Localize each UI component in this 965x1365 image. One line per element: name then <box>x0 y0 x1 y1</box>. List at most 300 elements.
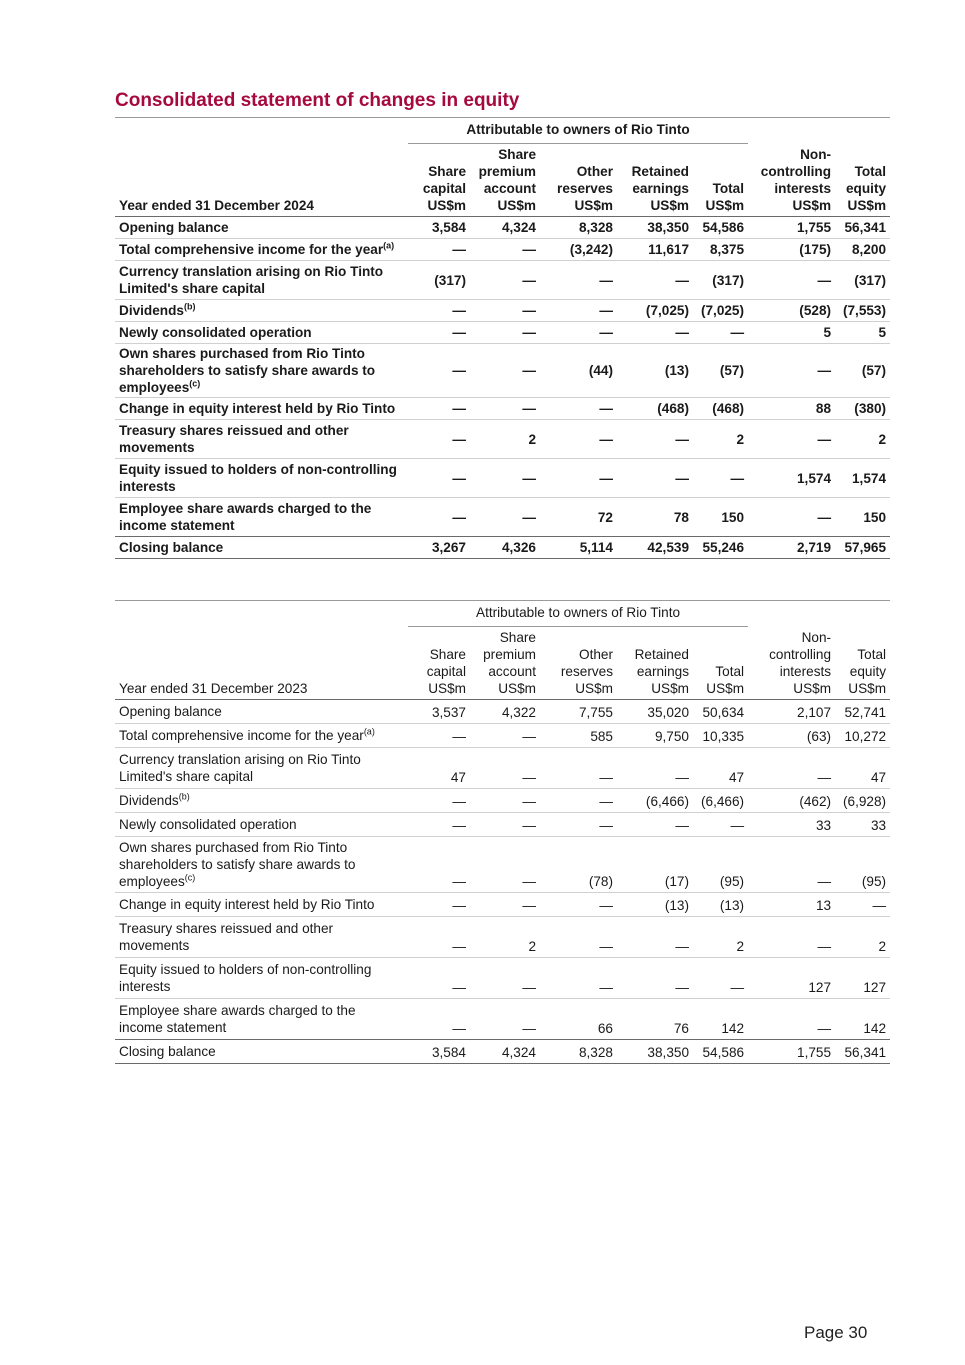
cell-value: — <box>408 498 470 537</box>
row-label <box>115 893 408 917</box>
column-header-line: equity <box>849 664 887 679</box>
cell-value: 38,350 <box>617 1040 693 1064</box>
table-row <box>115 420 890 459</box>
row-label-line: Own shares purchased from Rio Tinto <box>119 840 348 855</box>
column-header-line: interests <box>774 181 832 196</box>
cell-value: (95) <box>693 837 748 893</box>
cell-value: (6,466) <box>693 789 748 813</box>
cell-value: (7,553) <box>835 300 890 322</box>
cell-value: — <box>470 958 540 999</box>
cell-value: — <box>408 300 470 322</box>
column-header-line: capital <box>422 181 466 196</box>
cell-value: — <box>540 398 617 420</box>
row-label-line: Change in equity interest held by Rio Tinto <box>119 401 396 416</box>
column-header <box>408 627 470 700</box>
row-label-line: employees <box>119 380 190 395</box>
cell-value: — <box>408 322 470 344</box>
cell-value: — <box>470 322 540 344</box>
cell-value: (95) <box>835 837 890 893</box>
column-header-line: Share <box>499 630 536 645</box>
row-label-line: Closing balance <box>119 540 224 555</box>
cell-value: (462) <box>748 789 835 813</box>
cell-value: 54,586 <box>693 1040 748 1064</box>
table-row <box>115 748 890 789</box>
cell-value: 88 <box>748 398 835 420</box>
column-header-line: Share <box>428 164 466 179</box>
cell-value: 4,322 <box>470 700 540 724</box>
cell-value: (7,025) <box>693 300 748 322</box>
cell-value: (175) <box>748 239 835 261</box>
cell-value: — <box>617 917 693 958</box>
cell-value: — <box>470 239 540 261</box>
cell-value: 150 <box>835 498 890 537</box>
cell-value: 56,341 <box>835 1040 890 1064</box>
table-row <box>115 322 890 344</box>
table-row <box>115 917 890 958</box>
table-row <box>115 498 890 537</box>
equity-table-2023 <box>115 600 890 1064</box>
column-header-line: reserves <box>560 664 613 679</box>
cell-value: — <box>408 789 470 813</box>
cell-value: — <box>540 789 617 813</box>
cell-value: 2 <box>835 917 890 958</box>
cell-value: 142 <box>693 999 748 1040</box>
column-header-line: US$m <box>705 198 745 213</box>
cell-value: (468) <box>693 398 748 420</box>
cell-value: 33 <box>748 813 835 837</box>
cell-value: 585 <box>540 724 617 748</box>
cell-value: — <box>540 261 617 300</box>
cell-value: 7,755 <box>540 700 617 724</box>
cell-value: — <box>470 893 540 917</box>
cell-value: — <box>470 261 540 300</box>
cell-value: — <box>540 459 617 498</box>
cell-value: — <box>408 724 470 748</box>
cell-value: — <box>408 893 470 917</box>
cell-value: — <box>470 498 540 537</box>
group-header: Attributable to owners of Rio Tinto <box>408 601 748 627</box>
cell-value: 52,741 <box>835 700 890 724</box>
table-row <box>115 300 890 322</box>
column-header <box>470 144 540 217</box>
cell-value: 1,755 <box>748 217 835 239</box>
cell-value: — <box>617 813 693 837</box>
footnote-ref: (a) <box>363 726 375 737</box>
cell-value: — <box>408 344 470 398</box>
cell-value: 8,200 <box>835 239 890 261</box>
column-header-line: US$m <box>792 198 832 213</box>
cell-value: — <box>748 917 835 958</box>
column-header-row <box>115 627 890 700</box>
row-label-line: movements <box>119 440 195 455</box>
cell-value: 66 <box>540 999 617 1040</box>
cell-value: (6,466) <box>617 789 693 813</box>
cell-value: (44) <box>540 344 617 398</box>
cell-value: 47 <box>693 748 748 789</box>
column-header <box>835 627 890 700</box>
column-header <box>540 627 617 700</box>
footnote-ref: (c) <box>184 872 196 883</box>
cell-value: (13) <box>693 893 748 917</box>
table-row <box>115 239 890 261</box>
column-header-line: reserves <box>557 181 613 196</box>
cell-value: — <box>470 300 540 322</box>
row-label <box>115 958 408 999</box>
cell-value: — <box>540 322 617 344</box>
table-row <box>115 1040 890 1064</box>
column-header-line: Total <box>854 164 887 179</box>
table-row <box>115 813 890 837</box>
cell-value: (380) <box>835 398 890 420</box>
cell-value: — <box>617 748 693 789</box>
cell-value: — <box>470 837 540 893</box>
column-header-line: equity <box>846 181 887 196</box>
row-label-line: Opening balance <box>119 704 222 719</box>
cell-value: — <box>748 498 835 537</box>
cell-value: — <box>748 420 835 459</box>
row-label <box>115 789 408 813</box>
cell-value: — <box>408 917 470 958</box>
row-label-line: Newly consolidated operation <box>119 817 297 832</box>
column-header-line: premium <box>478 164 536 179</box>
cell-value: 127 <box>835 958 890 999</box>
column-header-line: earnings <box>632 181 689 196</box>
cell-value: 2 <box>693 420 748 459</box>
table-row <box>115 537 890 559</box>
column-header-line: account <box>483 181 536 196</box>
row-label-line: Employee share awards charged to the <box>119 1003 356 1018</box>
row-label-line: Currency translation arising on Rio Tinto <box>119 264 384 279</box>
column-header-line: Other <box>579 647 613 662</box>
cell-value: (17) <box>617 837 693 893</box>
cell-value: — <box>540 420 617 459</box>
column-header-line: Other <box>576 164 613 179</box>
cell-value: 10,335 <box>693 724 748 748</box>
column-header-line: Share <box>498 147 536 162</box>
cell-value: — <box>470 724 540 748</box>
table-row <box>115 261 890 300</box>
table-row <box>115 724 890 748</box>
cell-value: 3,537 <box>408 700 470 724</box>
cell-value: 1,755 <box>748 1040 835 1064</box>
column-header-line: US$m <box>848 681 887 696</box>
year-label: Year ended 31 December 2023 <box>119 681 308 696</box>
row-label <box>115 261 408 300</box>
cell-value: 54,586 <box>693 217 748 239</box>
cell-value: 4,324 <box>470 217 540 239</box>
cell-value: 78 <box>617 498 693 537</box>
cell-value: — <box>693 958 748 999</box>
cell-value: — <box>470 789 540 813</box>
table-row <box>115 999 890 1040</box>
column-header-line: Non- <box>801 630 832 645</box>
cell-value: (57) <box>693 344 748 398</box>
column-header-line: earnings <box>636 664 689 679</box>
cell-value: (6,928) <box>835 789 890 813</box>
header-spacer <box>115 601 408 627</box>
row-label-line: Treasury shares reissued and other <box>119 921 334 936</box>
cell-value: 3,584 <box>408 217 470 239</box>
table-row <box>115 700 890 724</box>
table-row <box>115 789 890 813</box>
cell-value: 2 <box>693 917 748 958</box>
table-row <box>115 398 890 420</box>
column-header-line: controlling <box>760 164 832 179</box>
cell-value: 2 <box>470 917 540 958</box>
cell-value: (468) <box>617 398 693 420</box>
column-header-line: premium <box>483 647 536 662</box>
cell-value: (7,025) <box>617 300 693 322</box>
cell-value: 4,326 <box>470 537 540 559</box>
column-header-line: controlling <box>769 647 832 662</box>
cell-value: — <box>408 398 470 420</box>
cell-value: — <box>408 420 470 459</box>
row-label-line: interests <box>119 979 171 994</box>
column-header-line: US$m <box>497 198 536 213</box>
column-header-line: Retained <box>631 164 689 179</box>
cell-value: (317) <box>835 261 890 300</box>
cell-value: — <box>748 261 835 300</box>
row-label-line: employees <box>119 874 185 889</box>
cell-value: (13) <box>617 344 693 398</box>
row-label <box>115 537 408 559</box>
cell-value: — <box>748 748 835 789</box>
row-label <box>115 498 408 537</box>
table-row <box>115 893 890 917</box>
row-label-line: Total comprehensive income for the year <box>119 728 364 743</box>
cell-value: — <box>835 893 890 917</box>
column-header-line: US$m <box>427 198 466 213</box>
footnote-ref: (b) <box>178 791 190 802</box>
row-label-line: Currency translation arising on Rio Tinto <box>119 752 361 767</box>
cell-value: 10,272 <box>835 724 890 748</box>
row-label-line: interests <box>119 479 176 494</box>
row-label <box>115 217 408 239</box>
column-header-line: Retained <box>634 647 689 662</box>
row-label-line: Dividends <box>119 303 184 318</box>
cell-value: 142 <box>835 999 890 1040</box>
row-label-line: Limited's share capital <box>119 769 254 784</box>
cell-value: 42,539 <box>617 537 693 559</box>
row-label-line: Treasury shares reissued and other <box>119 423 349 438</box>
row-label <box>115 1040 408 1064</box>
column-header <box>617 144 693 217</box>
cell-value: 2 <box>470 420 540 459</box>
cell-value: 76 <box>617 999 693 1040</box>
row-label <box>115 837 408 893</box>
row-label-line: movements <box>119 938 190 953</box>
table-row <box>115 459 890 498</box>
cell-value: — <box>408 837 470 893</box>
cell-value: — <box>470 398 540 420</box>
cell-value: — <box>540 748 617 789</box>
cell-value: 38,350 <box>617 217 693 239</box>
column-header <box>617 627 693 700</box>
cell-value: 8,328 <box>540 1040 617 1064</box>
cell-value: — <box>540 917 617 958</box>
table-row <box>115 958 890 999</box>
cell-value: — <box>540 813 617 837</box>
cell-value: (3,242) <box>540 239 617 261</box>
cell-value: — <box>408 958 470 999</box>
cell-value: 2,107 <box>748 700 835 724</box>
row-label-line: Dividends <box>119 793 179 808</box>
column-header <box>693 627 748 700</box>
row-label <box>115 999 408 1040</box>
row-label-line: Opening balance <box>119 220 229 235</box>
row-label-line: Limited's share capital <box>119 281 266 296</box>
cell-value: 72 <box>540 498 617 537</box>
cell-value: 50,634 <box>693 700 748 724</box>
header-spacer <box>115 118 408 144</box>
page-title: Consolidated statement of changes in equity <box>115 90 520 111</box>
column-header-line: Share <box>429 647 466 662</box>
cell-value: 150 <box>693 498 748 537</box>
row-label-line: Equity issued to holders of non-controlling <box>119 962 372 977</box>
row-label <box>115 813 408 837</box>
footnote-ref: (c) <box>189 378 201 389</box>
row-label-line: income statement <box>119 518 235 533</box>
row-label <box>115 322 408 344</box>
cell-value: — <box>748 999 835 1040</box>
row-label <box>115 344 408 398</box>
cell-value: (78) <box>540 837 617 893</box>
column-header-line: interests <box>779 664 832 679</box>
column-header-line: Total <box>712 181 745 196</box>
cell-value: — <box>408 239 470 261</box>
column-header-row <box>115 144 890 217</box>
row-label-line: shareholders to satisfy share awards to <box>119 857 356 872</box>
column-header-line: US$m <box>574 198 613 213</box>
cell-value: — <box>408 999 470 1040</box>
cell-value: 35,020 <box>617 700 693 724</box>
column-header-line: US$m <box>498 681 536 696</box>
cell-value: 33 <box>835 813 890 837</box>
cell-value: 4,324 <box>470 1040 540 1064</box>
column-header-line: capital <box>426 664 466 679</box>
cell-value: 5,114 <box>540 537 617 559</box>
year-label: Year ended 31 December 2024 <box>119 198 314 213</box>
row-label <box>115 420 408 459</box>
cell-value: (317) <box>408 261 470 300</box>
row-label <box>115 748 408 789</box>
equity-table-2024 <box>115 117 890 559</box>
row-label <box>115 239 408 261</box>
column-header <box>470 627 540 700</box>
cell-value: 11,617 <box>617 239 693 261</box>
column-header-line: US$m <box>650 198 689 213</box>
column-header-line: Non- <box>800 147 832 162</box>
footnote-ref: (b) <box>183 301 196 312</box>
row-label-line: Change in equity interest held by Rio Tinto <box>119 897 375 912</box>
cell-value: — <box>617 459 693 498</box>
table-row <box>115 344 890 398</box>
row-label-line: Newly consolidated operation <box>119 325 312 340</box>
column-header <box>835 144 890 217</box>
row-label <box>115 700 408 724</box>
cell-value: 1,574 <box>748 459 835 498</box>
page-number: Page 30 <box>804 1323 868 1342</box>
cell-value: 9,750 <box>617 724 693 748</box>
cell-value: — <box>470 344 540 398</box>
column-header-line: Total <box>857 647 887 662</box>
cell-value: — <box>540 300 617 322</box>
cell-value: — <box>540 958 617 999</box>
cell-value: — <box>470 999 540 1040</box>
column-header-line: US$m <box>428 681 466 696</box>
row-label <box>115 917 408 958</box>
cell-value: — <box>617 420 693 459</box>
cell-value: — <box>540 893 617 917</box>
cell-value: 127 <box>748 958 835 999</box>
cell-value: — <box>748 344 835 398</box>
row-label-line: Own shares purchased from Rio Tinto <box>119 346 365 361</box>
cell-value: 57,965 <box>835 537 890 559</box>
cell-value: — <box>693 322 748 344</box>
cell-value: 3,267 <box>408 537 470 559</box>
row-label-line: Closing balance <box>119 1044 216 1059</box>
cell-value: 56,341 <box>835 217 890 239</box>
cell-value: — <box>617 261 693 300</box>
cell-value: 47 <box>835 748 890 789</box>
cell-value: (57) <box>835 344 890 398</box>
cell-value: (13) <box>617 893 693 917</box>
cell-value: (63) <box>748 724 835 748</box>
row-label-line: shareholders to satisfy share awards to <box>119 363 376 378</box>
column-header-line: US$m <box>575 681 613 696</box>
cell-value: 2 <box>835 420 890 459</box>
cell-value: — <box>470 813 540 837</box>
cell-value: 5 <box>748 322 835 344</box>
cell-value: 55,246 <box>693 537 748 559</box>
row-label-line: income statement <box>119 1020 227 1035</box>
row-label <box>115 398 408 420</box>
cell-value: 47 <box>408 748 470 789</box>
group-header: Attributable to owners of Rio Tinto <box>408 118 748 144</box>
cell-value: 8,375 <box>693 239 748 261</box>
cell-value: — <box>693 813 748 837</box>
table-row <box>115 217 890 239</box>
cell-value: — <box>470 459 540 498</box>
cell-value: — <box>617 322 693 344</box>
cell-value: (528) <box>748 300 835 322</box>
cell-value: 3,584 <box>408 1040 470 1064</box>
cell-value: — <box>408 459 470 498</box>
column-header-line: Total <box>715 664 745 679</box>
cell-value: 1,574 <box>835 459 890 498</box>
row-label-line: Employee share awards charged to the <box>119 501 372 516</box>
row-label-line: Total comprehensive income for the year <box>119 242 384 257</box>
row-label-line: Equity issued to holders of non-controlling <box>119 462 397 477</box>
column-header-line: account <box>488 664 536 679</box>
row-label <box>115 300 408 322</box>
row-label <box>115 724 408 748</box>
cell-value: — <box>617 958 693 999</box>
cell-value: — <box>470 748 540 789</box>
column-header <box>693 144 748 217</box>
cell-value: — <box>748 837 835 893</box>
footnote-ref: (a) <box>383 240 395 251</box>
cell-value: — <box>693 459 748 498</box>
cell-value: 8,328 <box>540 217 617 239</box>
column-header <box>540 144 617 217</box>
column-header-line: US$m <box>847 198 887 213</box>
cell-value: — <box>408 813 470 837</box>
cell-value: 2,719 <box>748 537 835 559</box>
column-header-line: US$m <box>651 681 689 696</box>
cell-value: 13 <box>748 893 835 917</box>
column-header-line: US$m <box>706 681 745 696</box>
